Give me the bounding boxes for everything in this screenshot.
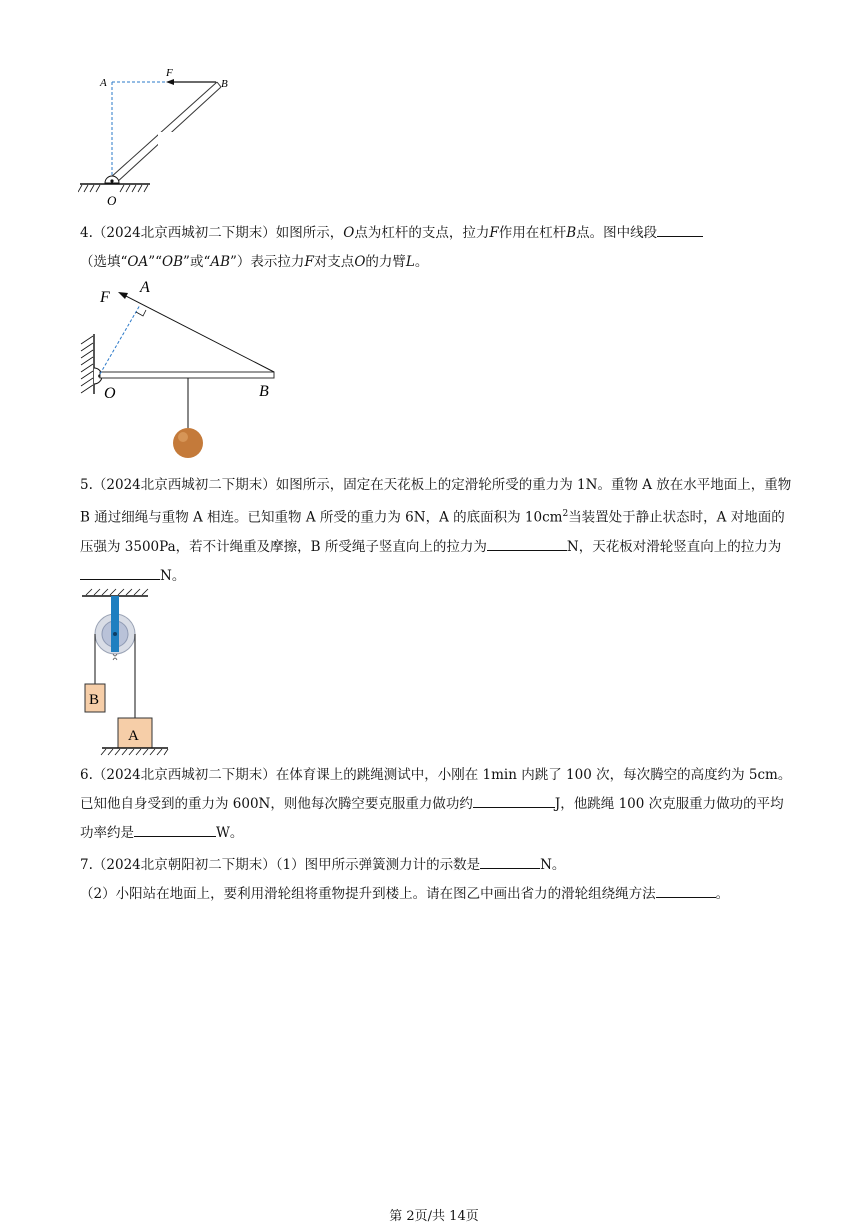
answer-blank-q4[interactable] <box>657 222 703 237</box>
block-b-label: B <box>89 692 100 708</box>
answer-blank-q5-2[interactable] <box>80 565 160 580</box>
label-o: O <box>107 193 117 208</box>
label-b-right: B <box>221 78 228 90</box>
label-f: F <box>100 289 110 306</box>
label-a: A <box>140 279 150 296</box>
answer-blank-q5-1[interactable] <box>487 536 567 551</box>
label-a: A <box>100 77 107 89</box>
question-6: 6.（2024北京西城初二下期末）在体育课上的跳绳测试中，小刚在 1min 内跳了 100 次，每次腾空的高度约为 5cm。已知他自身受到的重力为 600N，则他每次腾空要克服重力做功约 J，他跳绳 100 次克服重力做功的平均功率约是 W。 <box>80 767 792 841</box>
question-5: 5.（2024北京西城初二下期末）如图所示，固定在天花板上的定滑轮所受的重力为 1N。重物 A 放在水平地面上，重物 B 通过细绳与重物 A 相连。已知重物 A 所受的重力为 6N，A 的底面积为 $10cm^2$当装置处于静止状态时，A 对地面的压强为 3500Pa，若不计绳重及摩擦，B 所受绳子竖直向上的拉力为 N，天花板对滑轮竖直向上的拉力为N。 <box>80 477 792 584</box>
question-4: 4.（2024北京西城初二下期末）如图所示，O点为杠杆的支点，拉力F作用在杠杆B点。图中线段 （选填“OA”“OB”或“AB”）表示拉力F对支点O的力臂L。 <box>80 219 792 277</box>
label-o: O <box>104 385 116 402</box>
page-footer: 第 2页/共 14页 <box>389 1209 479 1224</box>
block-a-label: A <box>128 728 139 744</box>
figure-lever-2 <box>78 276 278 460</box>
answer-blank-q7-2[interactable] <box>656 883 716 898</box>
answer-blank-q7-1[interactable] <box>480 854 540 869</box>
figure-lever-1-right <box>158 62 238 132</box>
answer-blank-q6-1[interactable] <box>473 793 555 808</box>
question-7: 7.（2024北京朝阳初二下期末）（1）图甲所示弹簧测力计的示数是 N。 （2）小阳站在地面上，要利用滑轮组将重物提升到楼上。请在图乙中画出省力的滑轮组绕绳方法 。 <box>80 851 792 909</box>
figure-lever-1 <box>78 62 158 210</box>
answer-blank-q6-2[interactable] <box>134 822 216 837</box>
label-f-right: F <box>166 67 173 79</box>
label-b: B <box>259 383 269 400</box>
figure-pulley <box>78 588 178 758</box>
